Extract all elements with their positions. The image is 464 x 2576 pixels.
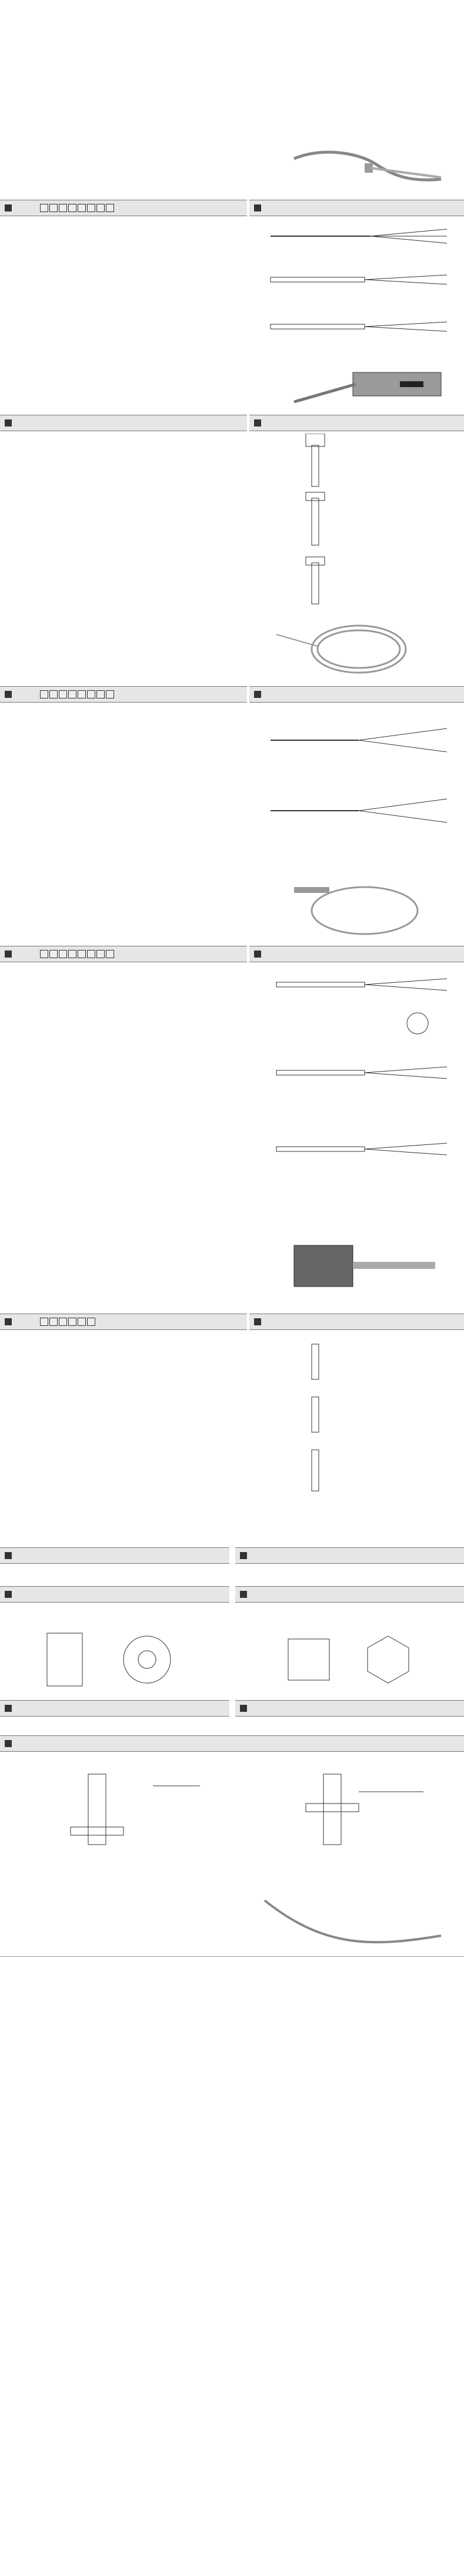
td-product-image [271,875,459,946]
acc-select-bar-left [0,1547,229,1564]
ta-dimension-diagram [253,219,459,354]
te-select-bar [0,1314,247,1330]
acc-dim-bar-2 [0,1735,464,1752]
tc-select-bar [0,686,247,703]
tb-dimension-diagram [253,434,459,610]
cube-icon [254,1318,261,1325]
acc-select-bar-right-2 [235,1700,464,1717]
mount-right-drawing [271,1768,447,1856]
acc-dim-bar-left [0,1586,229,1603]
cube-icon [254,204,261,211]
cube-icon [5,1740,12,1747]
acc-select-bar-right [235,1547,464,1564]
cube-icon [5,419,12,426]
cube-icon [5,1318,12,1325]
tb-product-image [282,355,447,414]
tc-dimension-diagram [253,705,459,852]
cube-icon [5,1552,12,1559]
code-boxes [40,950,114,958]
acc-select-bar-left-2 [0,1700,229,1717]
tf-product-image [253,1889,453,1953]
code-boxes [40,204,114,212]
tc-dim-bar [249,686,464,703]
te-product-image [282,1234,447,1304]
cube-icon [240,1552,247,1559]
ta-dim-bar [249,200,464,216]
cube-icon [254,691,261,698]
mount-left-drawing [35,1768,212,1856]
td-dimension-diagram [253,965,459,1211]
cube-icon [254,419,261,426]
cube-icon [5,1591,12,1598]
cube-icon [240,1591,247,1598]
fitting-left-drawing [35,1621,188,1698]
cube-icon [5,951,12,958]
fitting-right-drawing [276,1621,429,1698]
td-select-bar [0,946,247,962]
code-boxes [40,1318,95,1326]
te-dimension-diagram [253,1332,459,1503]
tc-product-image [271,611,459,687]
td-dim-bar [249,946,464,962]
cube-icon [5,204,12,211]
tb-select-bar [0,415,247,431]
code-boxes [40,690,114,698]
cube-icon [5,691,12,698]
acc-dim-bar-right [235,1586,464,1603]
cube-icon [240,1705,247,1712]
tb-dim-bar [249,415,464,431]
cube-icon [5,1705,12,1712]
te-dim-bar [249,1314,464,1330]
ta-product-image [276,141,453,200]
tf-divider [0,1956,464,1957]
cube-icon [254,951,261,958]
ta-select-bar [0,200,247,216]
